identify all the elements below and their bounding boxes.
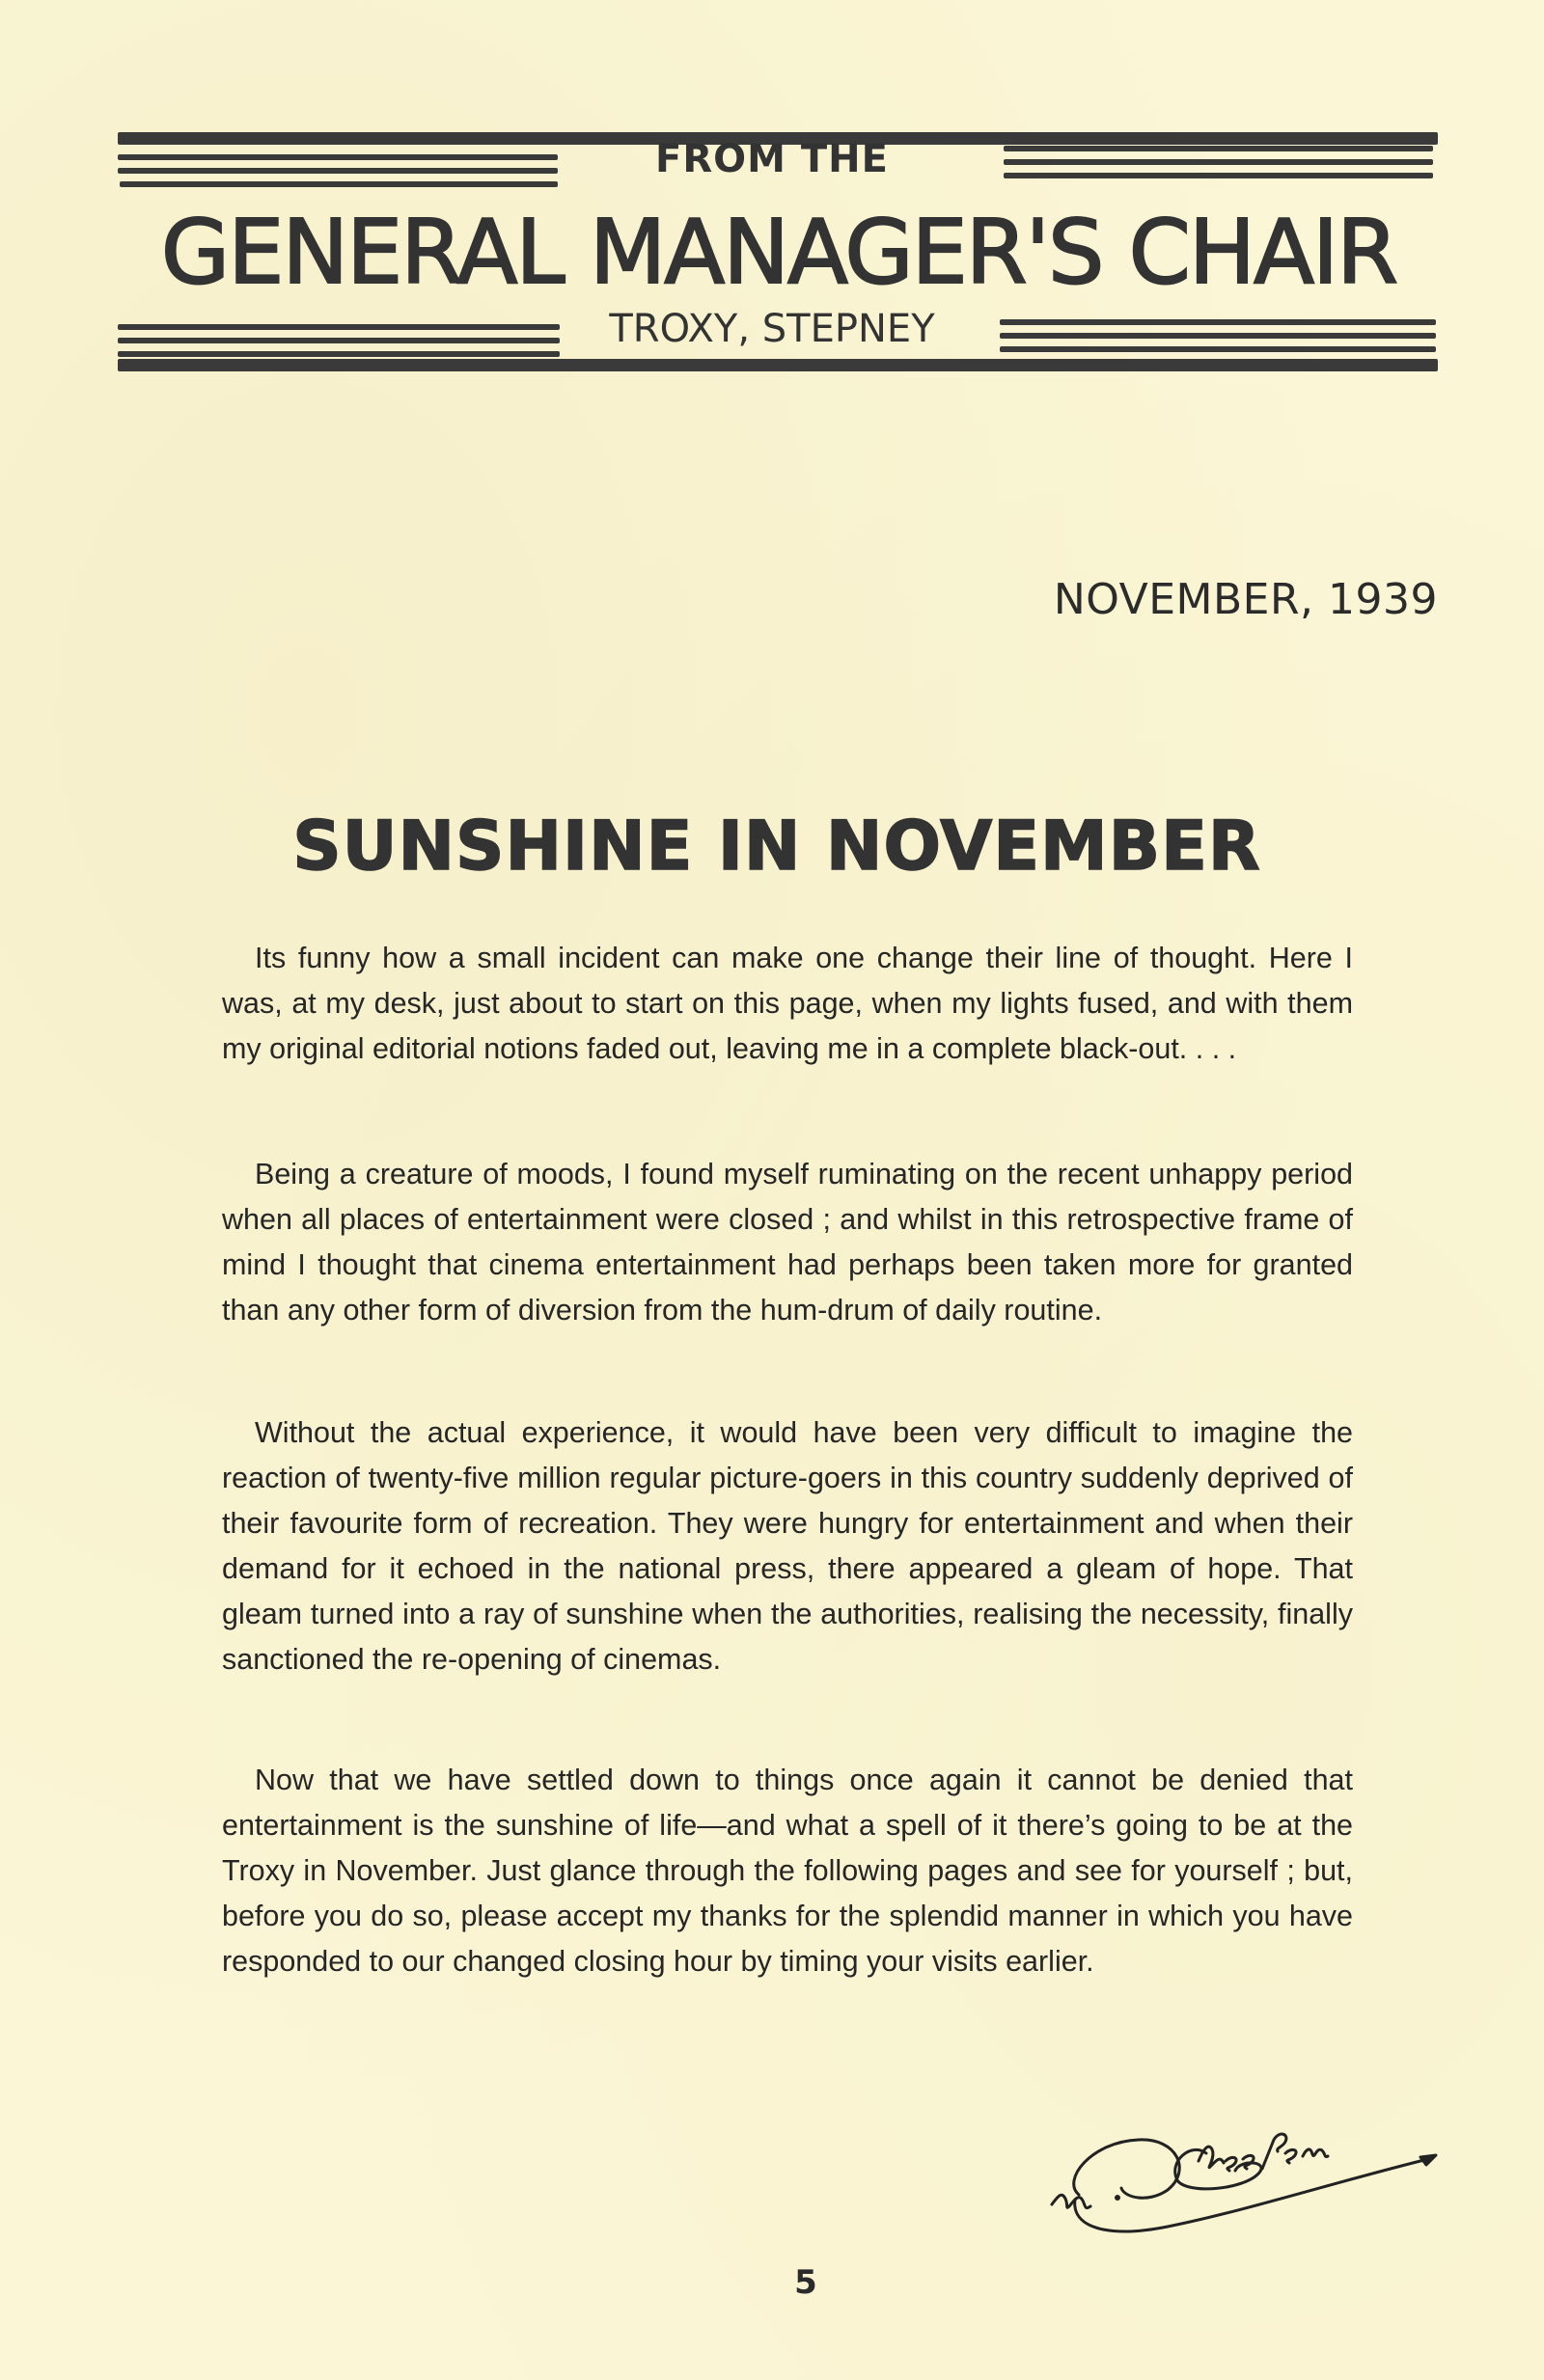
article-paragraph: Its funny how a small incident can make one change their line of thought. Here I was, at my desk, just about to start on this page, when my lights fused, and with them my original editorial notions faded out, leaving me in a complete black-out. . . . xyxy=(222,942,1353,1065)
header-rule-right xyxy=(1000,333,1436,339)
page-number: 5 xyxy=(794,2263,817,2302)
header-rule-left xyxy=(120,181,558,187)
header-bottom-rule xyxy=(118,359,1438,371)
article-paragraph: Being a creature of moods, I found myself ruminating on the recent unhappy period when all places of entertainment were closed ; and whilst in this retrospective frame of mind I thought that cinema entertainment had perhaps been taken more for granted than any other form of diversion from the hum-drum of daily routine. xyxy=(222,1158,1353,1327)
header-rule-left xyxy=(118,324,560,330)
header-rule-left xyxy=(118,338,560,343)
header-rule-left xyxy=(118,351,560,357)
header-rule-right xyxy=(1000,319,1436,325)
signature xyxy=(1033,2103,1476,2248)
issue-date: NOVEMBER, 1939 xyxy=(1053,575,1438,624)
header-kicker: FROM THE xyxy=(655,137,889,181)
article-headline: SUNSHINE IN NOVEMBER xyxy=(292,807,1261,886)
masthead-title: GENERAL MANAGER'S CHAIR xyxy=(160,201,1397,304)
header-venue: TROXY, STEPNEY xyxy=(609,307,935,351)
article-paragraph: Without the actual experience, it would have been very difficult to imagine the reaction of twenty-five million regular picture-goers in this country suddenly deprived of their favourite form of recreation. They were hungry for entertainment and when their demand for it echoed in the national press, there appeared a gleam of hope. That gleam turned into a ray of sunshine when the authorities, realising the necessity, finally sanctioned the re-opening of cinemas. xyxy=(222,1416,1353,1676)
header-rule-right xyxy=(1000,346,1436,352)
article-paragraph: Now that we have settled down to things once again it cannot be denied that entertainment is the sunshine of life—and what a spell of it there’s going to be at the Troxy in November. Just glance through the following pages and see for yourself ; but, before you do so, please accept my thanks for the splendid manner in which you have responded to our changed closing hour by timing your visits earlier. xyxy=(222,1764,1353,1978)
